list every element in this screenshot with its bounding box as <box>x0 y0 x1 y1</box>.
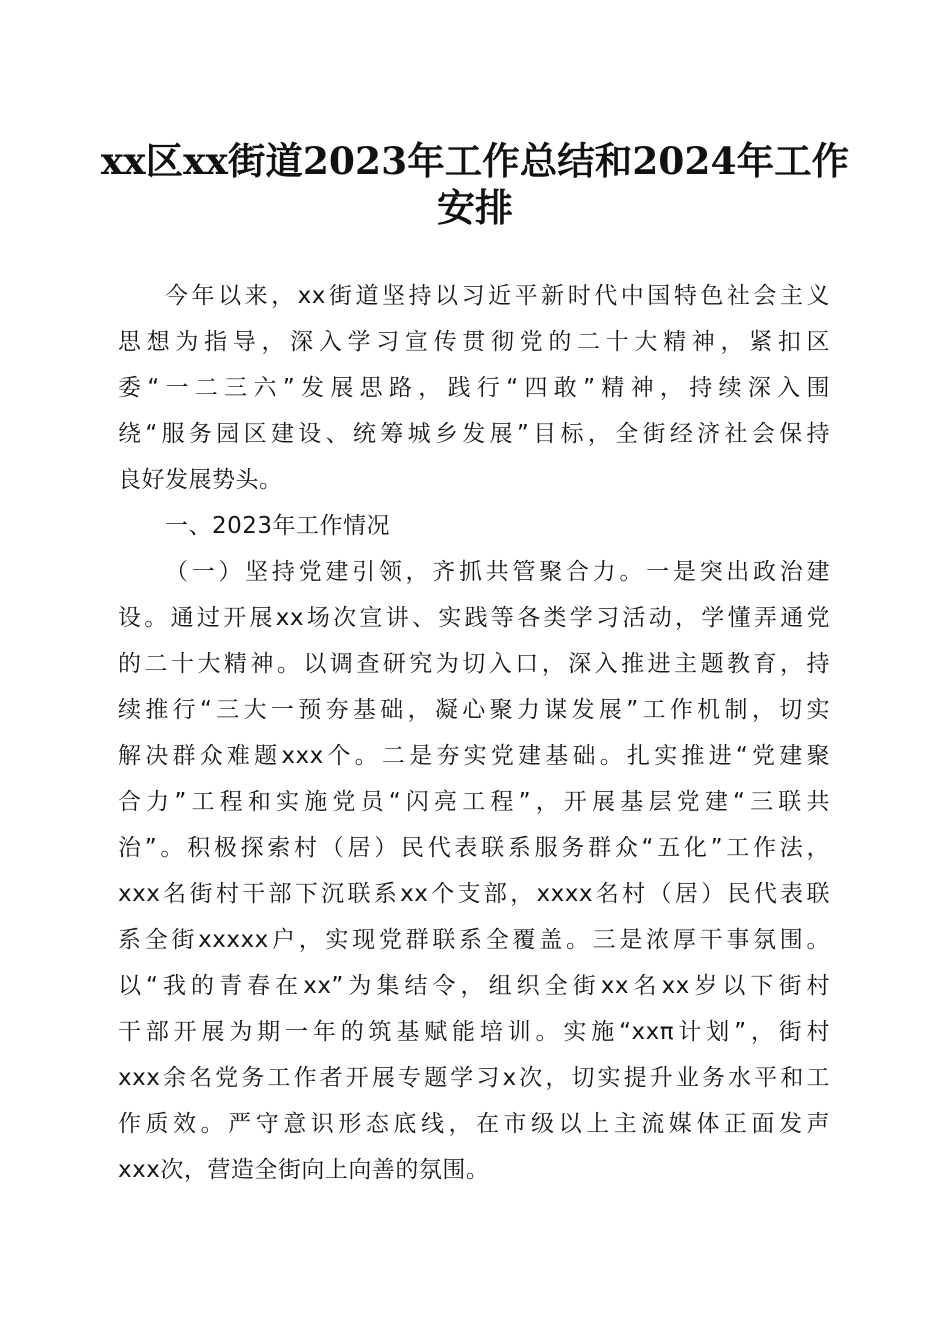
paragraph-line: 干部开展为期一年的筑基赋能培训。实施“xxπ计划”，街村 <box>118 1019 830 1045</box>
intro-line: 绕“服务园区建设、统筹城乡发展”目标，全街经济社会保持 <box>118 421 830 447</box>
section-heading: 一、2023年工作情况 <box>165 513 391 539</box>
paragraph-line: （一）坚持党建引领，齐抓共管聚合力。一是突出政治建 <box>165 559 830 585</box>
paragraph-line: 续推行“三大一预夯基础，凝心聚力谋发展”工作机制，切实 <box>118 697 830 723</box>
intro-line: 良好发展势头。 <box>118 467 283 493</box>
paragraph-line: 合力”工程和实施党员“闪亮工程”，开展基层党建“三联共 <box>118 789 830 815</box>
intro-line: 委“一二三六”发展思路，践行“四敢”精神，持续深入围 <box>118 375 830 401</box>
document-title-line-2: 安排 <box>436 185 513 230</box>
paragraph-line: xxx余名党务工作者开展专题学习x次，切实提升业务水平和工 <box>118 1065 830 1091</box>
paragraph-line: 以“我的青春在xx”为集结令，组织全街xx名xx岁以下街村 <box>118 973 830 999</box>
paragraph-line: 设。通过开展xx场次宣讲、实践等各类学习活动，学懂弄通党 <box>118 605 830 631</box>
document-title-line-1: xx区xx街道2023年工作总结和2024年工作 <box>100 139 850 183</box>
paragraph-line: 的二十大精神。以调查研究为切入口，深入推进主题教育，持 <box>118 651 830 677</box>
paragraph-line: 系全街xxxxx户，实现党群联系全覆盖。三是浓厚干事氛围。 <box>118 927 830 953</box>
paragraph-line: 解决群众难题xxx个。二是夯实党建基础。扎实推进“党建聚 <box>118 743 830 769</box>
paragraph-line: xxx次，营造全街向上向善的氛围。 <box>118 1157 490 1183</box>
intro-line: 今年以来，xx街道坚持以习近平新时代中国特色社会主义 <box>165 283 830 309</box>
paragraph-line: xxx名街村干部下沉联系xx个支部，xxxx名村（居）民代表联 <box>118 881 830 907</box>
intro-line: 思想为指导，深入学习宣传贯彻党的二十大精神，紧扣区 <box>118 329 830 355</box>
paragraph-line: 作质效。严守意识形态底线，在市级以上主流媒体正面发声 <box>118 1111 830 1137</box>
paragraph-line: 治”。积极探索村（居）民代表联系服务群众“五化”工作法， <box>118 835 830 861</box>
